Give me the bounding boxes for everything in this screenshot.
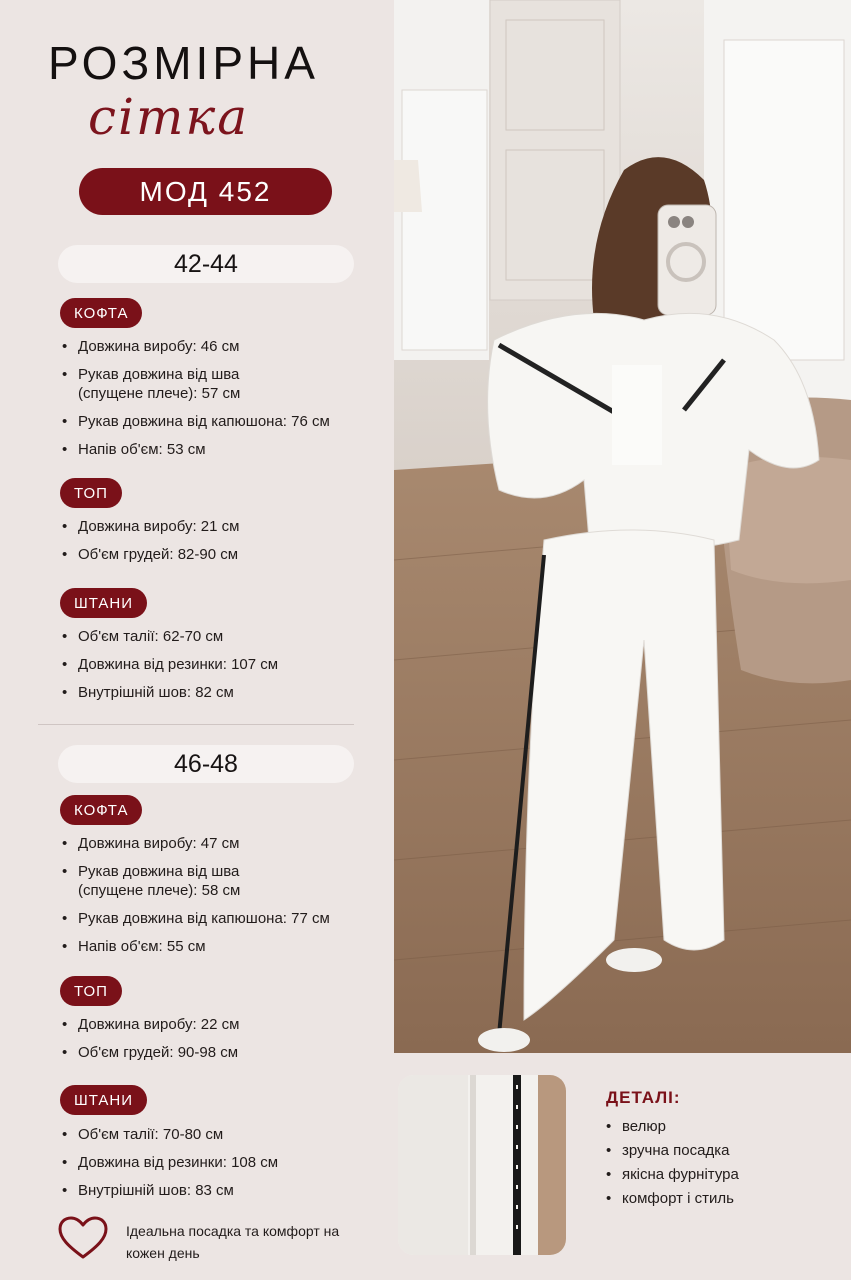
list-item: • Довжина виробу: 47 см — [60, 834, 330, 853]
list-item: • Довжина від резинки: 107 см — [60, 655, 278, 674]
size-label-46-48: 46-48 — [58, 745, 354, 783]
list-item: • Рукав довжина від капюшона: 76 см — [60, 412, 330, 431]
list-item: • Внутрішній шов: 83 см — [60, 1181, 278, 1200]
list-item: • Об'єм грудей: 90-98 см — [60, 1043, 239, 1062]
list-item: • зручна посадка — [606, 1142, 739, 1160]
list-item: • Довжина виробу: 21 см — [60, 517, 239, 536]
size-label-42-44: 42-44 — [58, 245, 354, 283]
list-item: • Рукав довжина від капюшона: 77 см — [60, 909, 330, 928]
list-item: • Довжина виробу: 22 см — [60, 1015, 239, 1034]
details-title: ДЕТАЛІ: — [606, 1088, 681, 1107]
section-tag-jacket: КОФТА — [60, 298, 142, 328]
footer-note: Ідеальна посадка та комфорт на кожен день — [126, 1223, 340, 1261]
page-subtitle: сітка — [88, 88, 250, 146]
section-tag-jacket: КОФТА — [60, 795, 142, 825]
list-item: • Рукав довжина від шва (спущене плече): 57 см — [60, 365, 330, 403]
list-item: • комфорт і стиль — [606, 1190, 739, 1208]
section-divider — [38, 724, 354, 725]
pants-measurements — [60, 1125, 278, 1209]
list-item: • велюр — [606, 1118, 739, 1136]
section-tag-pants: ШТАНИ — [60, 1085, 147, 1115]
list-item: • Напів об'єм: 55 см — [60, 937, 330, 956]
list-item: • Довжина виробу: 46 см — [60, 337, 330, 356]
heart-icon — [58, 1216, 108, 1260]
list-item: • Довжина від резинки: 108 см — [60, 1153, 278, 1172]
page-title: РОЗМІРНА — [48, 37, 319, 89]
top-measurements — [60, 517, 239, 573]
list-item: • Об'єм талії: 70-80 см — [60, 1125, 278, 1144]
list-item: • Напів об'єм: 53 см — [60, 440, 330, 459]
list-item: • Об'єм грудей: 82-90 см — [60, 545, 239, 564]
list-item: • Об'єм талії: 62-70 см — [60, 627, 278, 646]
section-tag-top: ТОП — [60, 478, 122, 508]
section-tag-top: ТОП — [60, 976, 122, 1006]
top-measurements — [60, 1015, 239, 1071]
product-photo — [394, 0, 851, 1053]
list-item: • Рукав довжина від шва (спущене плече): 58 см — [60, 862, 330, 900]
fabric-detail-photo — [398, 1075, 566, 1255]
model-photo-illustration — [394, 0, 851, 1053]
fabric-detail-illustration — [398, 1075, 566, 1255]
pants-measurements — [60, 627, 278, 711]
jacket-measurements — [60, 337, 330, 468]
list-item: • Внутрішній шов: 82 см — [60, 683, 278, 702]
details-list — [606, 1118, 739, 1214]
section-tag-pants: ШТАНИ — [60, 588, 147, 618]
list-item: • якісна фурнітура — [606, 1166, 739, 1184]
jacket-measurements — [60, 834, 330, 965]
model-badge: МОД 452 — [79, 168, 332, 215]
